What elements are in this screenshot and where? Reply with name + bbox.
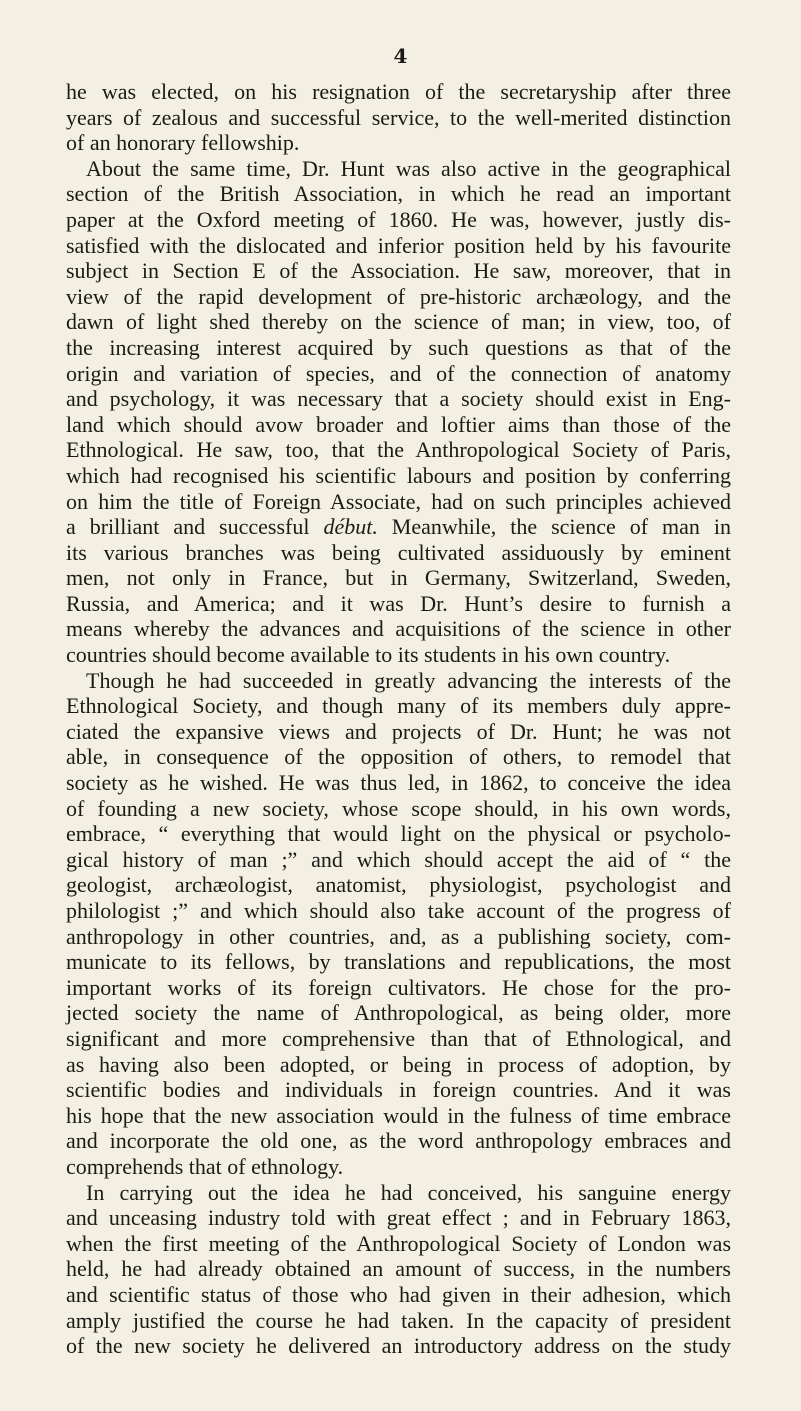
text-line: on him the title of Foreign Associate, had on such principles achieved [66, 488, 731, 514]
text-line: held, he had already obtained an amount of success, in the numbers [66, 1256, 731, 1282]
text-line: section of the British Association, in which he read an important [66, 181, 731, 207]
text-line: origin and variation of species, and of the connection of anatomy [66, 360, 731, 386]
text-line: Ethnological Society, and though many of its members duly appre- [66, 693, 731, 719]
text-line: men, not only in France, but in Germany, Switzerland, Sweden, [66, 565, 731, 591]
text-line: he was elected, on his resignation of the secretaryship after three [66, 79, 731, 104]
text-line: jected society the name of Anthropological, as being older, more [66, 1000, 731, 1026]
text-line: Though he had succeeded in greatly advancing the interests of the [86, 667, 731, 693]
text-line: countries should become available to its students in his own country. [66, 642, 671, 668]
text-line: and unceasing industry told with great effect ; and in February 1863, [66, 1205, 731, 1231]
text-line: scientific bodies and individuals in foreign countries. And it was [66, 1077, 731, 1103]
text-line: and scientific status of those who had given in their adhesion, which [66, 1281, 731, 1307]
text-line: its various branches was being cultivated assiduously by eminent [66, 539, 731, 565]
text-line: In carrying out the idea he had conceived, his sanguine energy [86, 1179, 731, 1205]
text-line: paper at the Oxford meeting of 1860. He was, however, justly dis- [66, 206, 731, 232]
text-line: society as he wished. He was thus led, in 1862, to conceive the idea [66, 770, 731, 796]
text-line: About the same time, Dr. Hunt was also active in the geographical [86, 155, 731, 181]
text-segment: a brilliant and successful [66, 514, 310, 540]
text-line: years of zealous and successful service, to the well-merited distinction [66, 104, 731, 130]
text-line: Russia, and America; and it was Dr. Hunt’s desire to furnish a [66, 590, 731, 616]
text-line: means whereby the advances and acquisitions of the science in other [66, 616, 731, 642]
text-line-mixed [66, 514, 731, 540]
text-line: as having also been adopted, or being in process of adoption, by [66, 1051, 731, 1077]
text-segment: Meanwhile, the science of man in [377, 514, 731, 540]
text-line: land which should avow broader and loftier aims than those of the [66, 411, 731, 437]
text-line: subject in Section E of the Association. He saw, moreover, that in [66, 258, 731, 284]
page-number: 4 [393, 44, 408, 68]
text-line: of founding a new society, whose scope should, in his own words, [66, 795, 731, 821]
text-line: the increasing interest acquired by such questions as that of the [66, 334, 731, 360]
text-line: view of the rapid development of pre-historic archæology, and the [66, 283, 731, 309]
text-line: and psychology, it was necessary that a society should exist in Eng- [66, 386, 731, 412]
text-line: amply justified the course he had taken. In the capacity of president [66, 1307, 731, 1333]
text-line: philologist ;” and which should also take account of the progress of [66, 898, 731, 923]
text-line: comprehends that of ethnology. [66, 1153, 344, 1179]
text-line: able, in consequence of the opposition of others, to remodel that [66, 744, 731, 770]
text-line: dawn of light shed thereby on the science of man; in view, too, of [66, 309, 731, 335]
text-line: Ethnological. He saw, too, that the Anthropological Society of Paris, [66, 437, 731, 463]
text-line: of an honorary fellowship. [66, 130, 300, 156]
text-line: when the first meeting of the Anthropological Society of London was [66, 1230, 731, 1256]
text-line: his hope that the new association would in the fulness of time embrace [66, 1102, 731, 1128]
text-line: which had recognised his scientific labours and position by conferring [66, 462, 731, 488]
text-line: anthropology in other countries, and, as a publishing society, com- [66, 923, 731, 949]
text-line: significant and more comprehensive than that of Ethnological, and [66, 1025, 731, 1051]
text-line: of the new society he delivered an introductory address on the study [66, 1333, 731, 1359]
text-line: satisfied with the dislocated and inferior position held by his favourite [66, 232, 731, 258]
italic-word-debut: début. [323, 514, 378, 540]
text-line: embrace, “ everything that would light on the physical or psycholo- [66, 821, 731, 847]
text-line: municate to its fellows, by translations and republications, the most [66, 949, 731, 975]
text-line: gical history of man ;” and which should accept the aid of “ the [66, 846, 731, 872]
body-text [66, 79, 731, 1359]
text-line: and incorporate the old one, as the word anthropology embraces and [66, 1128, 731, 1154]
text-line: ciated the expansive views and projects of Dr. Hunt; he was not [66, 718, 731, 744]
text-line: important works of its foreign cultivators. He chose for the pro- [66, 974, 731, 1000]
text-line: geologist, archæologist, anatomist, physiologist, psychologist and [66, 872, 731, 898]
